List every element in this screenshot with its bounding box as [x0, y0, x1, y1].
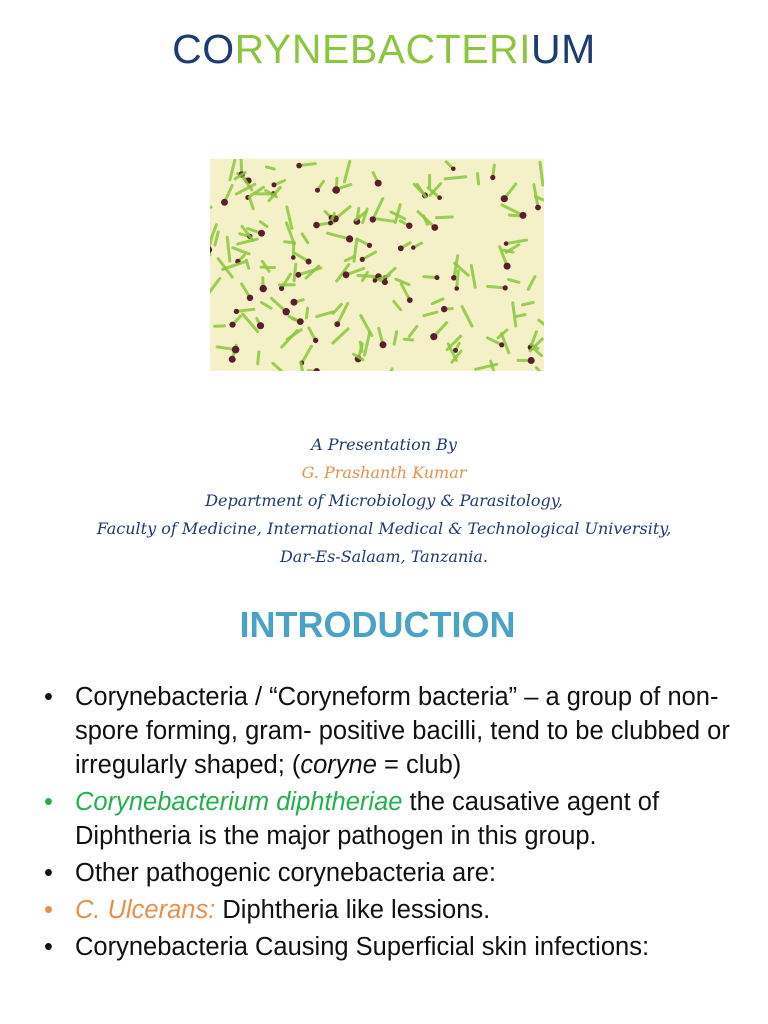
bacillus-rod	[362, 273, 367, 281]
bacillus-rod	[506, 240, 526, 244]
bullet-icon: •	[44, 859, 53, 887]
bullet-item-1	[0, 680, 740, 782]
bullet-4-text: Diphtheria like lessions.	[215, 896, 491, 924]
bacillus-rod	[302, 346, 312, 363]
bacillus-rod	[424, 312, 437, 316]
granule-dot	[332, 186, 340, 194]
granule-dot	[291, 255, 296, 260]
granule-dot	[454, 286, 459, 291]
granule-dot	[504, 263, 511, 270]
granule-dot	[283, 308, 290, 315]
bullet-1-text-a: Corynebacteria / “Coryneform bacteria” – a group of non-spore forming, gram- positive bacilli, tend to be clubbed or irregularly shaped; (	[75, 683, 730, 779]
credits-intro: A Presentation By	[311, 435, 457, 454]
slide-title	[0, 24, 768, 74]
granule-dot	[503, 285, 508, 290]
bacillus-rod	[509, 215, 520, 216]
bullet-4-species: C. Ulcerans:	[75, 896, 216, 924]
granule-dot	[373, 278, 378, 283]
bacillus-rod	[536, 368, 542, 372]
bacillus-rod	[432, 299, 443, 304]
bacillus-rod	[509, 280, 519, 283]
bacillus-rod	[287, 330, 301, 340]
granule-dot	[380, 341, 387, 348]
granule-dot	[367, 243, 372, 248]
granule-dot	[296, 163, 302, 169]
bacillus-rod	[261, 267, 274, 268]
bacillus-rod	[522, 303, 533, 305]
granule-dot	[382, 279, 388, 285]
bacteria-micrograph-icon	[210, 159, 544, 371]
granule-dot	[291, 299, 298, 306]
bacillus-rod	[513, 303, 516, 326]
bullet-list	[0, 680, 740, 967]
bacillus-rod	[210, 207, 211, 209]
bullet-5-text: Corynebacteria Causing Superficial skin infections:	[75, 933, 650, 961]
presentation-credits	[0, 431, 768, 571]
bacillus-rod	[266, 167, 274, 169]
bacillus-rod	[262, 303, 272, 309]
credits-location: Dar-Es-Salaam, Tanzania.	[279, 547, 489, 566]
bacillus-rod	[333, 304, 341, 313]
granule-dot	[229, 322, 235, 328]
bacillus-rod	[227, 237, 230, 261]
granule-dot	[328, 221, 333, 226]
bacillus-rod	[238, 239, 257, 244]
bacillus-rod	[502, 205, 523, 216]
bacillus-rod	[471, 266, 475, 288]
bullet-2-text: the causative agent of Diphtheria is the major pathogen in this group.	[75, 788, 660, 850]
granule-dot	[221, 199, 228, 206]
granule-dot	[398, 245, 404, 251]
bacillus-rod	[409, 327, 417, 337]
granule-dot	[407, 297, 413, 303]
bacillus-rod	[333, 329, 348, 343]
granule-dot	[257, 322, 264, 329]
bacillus-rod	[488, 286, 506, 288]
bullet-icon: •	[44, 788, 53, 816]
bullet-icon: •	[44, 896, 53, 924]
bacillus-rod	[246, 260, 248, 268]
granule-dot	[234, 309, 239, 314]
bacillus-rod	[210, 279, 220, 294]
granule-dot	[406, 223, 412, 229]
bacillus-rod	[223, 262, 245, 270]
bullet-item-4	[0, 893, 740, 927]
bacillus-rod	[478, 174, 479, 184]
granule-dot	[346, 235, 353, 242]
bacillus-rod	[301, 363, 303, 371]
credits-faculty: Faculty of Medicine, International Medical & Technological University,	[96, 519, 672, 538]
granule-dot	[210, 246, 212, 254]
granule-dot	[504, 241, 509, 246]
granule-dot	[430, 333, 437, 340]
bullet-3-text: Other pathogenic corynebacteria are:	[75, 859, 496, 887]
bacillus-rod	[294, 264, 296, 280]
granule-dot	[520, 212, 527, 219]
granule-dot	[306, 259, 312, 265]
granule-dot	[247, 295, 253, 301]
granule-dot	[441, 306, 447, 312]
granule-dot	[296, 272, 302, 278]
granule-dot	[411, 245, 415, 249]
bullet-1-text-b: = club)	[376, 751, 462, 779]
bacillus-rod	[233, 248, 249, 254]
title-part-1: CO	[172, 26, 235, 72]
granule-dot	[232, 346, 240, 354]
granule-dot	[435, 275, 440, 280]
granule-dot	[437, 195, 442, 200]
bullet-icon: •	[44, 933, 53, 961]
granule-dot	[375, 180, 382, 187]
granule-dot	[535, 205, 541, 211]
bacillus-rod	[344, 161, 349, 181]
bacillus-rod	[540, 162, 543, 185]
bacillus-rod	[404, 339, 413, 340]
bacillus-rod	[249, 197, 253, 209]
granule-dot	[315, 188, 320, 193]
granule-dot	[297, 318, 304, 325]
bacillus-rod	[307, 308, 308, 318]
bacillus-rod	[383, 369, 392, 371]
section-heading: INTRODUCTION	[239, 604, 516, 645]
bacillus-rod	[213, 225, 216, 233]
granule-dot	[343, 271, 350, 278]
granule-dot	[313, 222, 320, 229]
bullet-icon: •	[44, 683, 53, 711]
credits-author: G. Prashanth Kumar	[301, 463, 467, 482]
bacillus-rod	[445, 177, 466, 179]
granule-dot	[272, 182, 277, 187]
title-part-3: UM	[531, 26, 596, 72]
granule-dot	[370, 216, 376, 222]
bullet-2-species: Corynebacterium diphtheriae	[75, 788, 403, 816]
granule-dot	[360, 257, 365, 262]
bullet-1-italic: coryne	[300, 751, 377, 779]
bacillus-rod	[258, 352, 259, 364]
bacteria-micrograph-image	[210, 159, 544, 371]
bacillus-rod	[230, 160, 235, 180]
granule-dot	[229, 356, 236, 363]
bacillus-rod	[504, 250, 514, 252]
bacillus-rod	[437, 217, 453, 218]
bacillus-rod	[260, 222, 267, 227]
granule-dot	[313, 338, 318, 343]
bullet-item-2	[0, 785, 740, 853]
granule-dot	[501, 195, 508, 202]
bacillus-rod	[360, 342, 362, 351]
granule-dot	[258, 230, 265, 237]
bacillus-rod	[365, 333, 370, 355]
bacillus-rod	[215, 232, 218, 245]
granule-dot	[314, 368, 320, 371]
bacillus-rod	[317, 312, 333, 317]
granule-dot	[260, 285, 267, 292]
bacillus-rod	[457, 271, 459, 289]
bacillus-rod	[273, 363, 290, 371]
bacillus-rod	[394, 332, 396, 344]
granule-dot	[451, 275, 457, 281]
title-part-2: RYNEBACTERI	[234, 26, 532, 72]
bullet-item-3	[0, 856, 740, 890]
bacillus-rod	[517, 315, 525, 317]
bacillus-rod	[373, 199, 383, 220]
bacillus-rod	[243, 314, 258, 331]
bacillus-rod	[539, 320, 544, 328]
granule-dot	[490, 175, 495, 180]
bullet-item-5	[0, 930, 740, 964]
credits-department: Department of Microbiology & Parasitology,	[205, 491, 563, 510]
granule-dot	[279, 286, 284, 291]
bacillus-rod	[462, 307, 472, 327]
bacillus-rod	[302, 234, 308, 243]
granule-dot	[431, 224, 438, 231]
bacillus-rod	[394, 301, 401, 309]
granule-dot	[334, 321, 340, 327]
granule-dot	[451, 167, 456, 172]
bacillus-rod	[528, 277, 535, 290]
granule-dot	[528, 357, 535, 364]
